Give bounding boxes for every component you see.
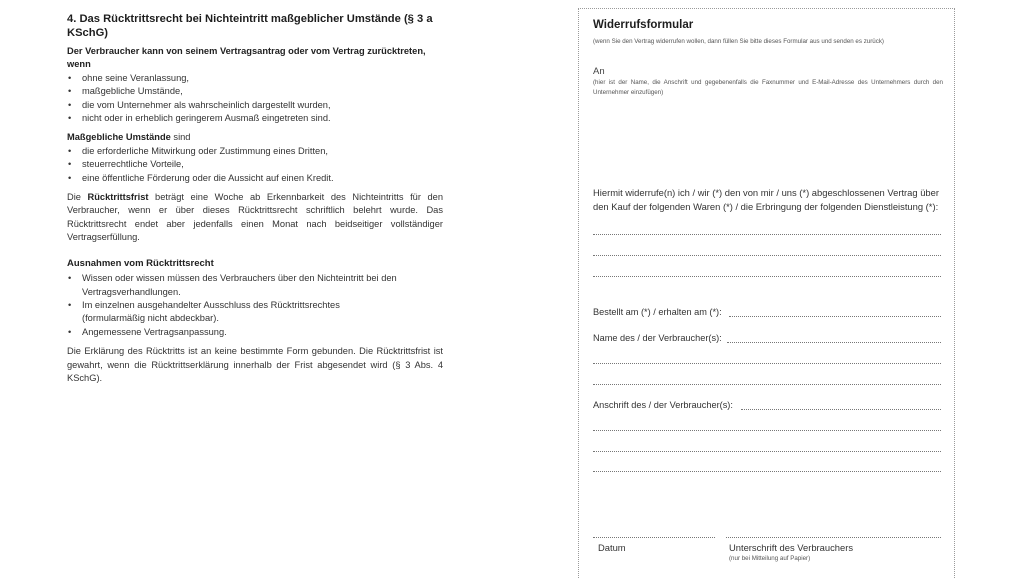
list-item: • die vom Unternehmer als wahrscheinlich dargestellt wurden, xyxy=(67,99,443,112)
list-item: • die erforderliche Mitwirkung oder Zustimmung eines Dritten, xyxy=(67,145,443,158)
list-item: • nicht oder in erheblich geringerem Ausmaß eingetreten sind. xyxy=(67,112,443,125)
address-line-2[interactable] xyxy=(593,430,941,431)
name-line-1[interactable] xyxy=(727,342,941,343)
circumstances-rest: sind xyxy=(170,132,191,143)
closing-paragraph: Die Erklärung des Rücktritts ist an keine bestimmte Form gebunden. Die Rücktrittsfrist ist gewahrt, wenn die Rücktrittserklärung innerhalb der Frist abgesendet wird (§ 3 Abs. 4 KSchG). xyxy=(67,346,443,383)
recipient-label: An xyxy=(593,66,605,77)
conditions-list xyxy=(67,72,443,126)
list-item: • Wissen oder wissen müssen des Verbrauchers über den Nichteintritt bei den Vertragsverhandlungen. xyxy=(67,272,443,299)
goods-line-2[interactable] xyxy=(593,255,941,256)
name-line-2[interactable] xyxy=(593,363,941,364)
ordered-date-line[interactable] xyxy=(729,316,941,317)
address-label: Anschrift des / der Verbraucher(s): xyxy=(593,400,733,410)
list-item: • Angemessene Vertragsanpassung. xyxy=(67,326,443,339)
list-item: • steuerrechtliche Vorteile, xyxy=(67,158,443,171)
address-line-4[interactable] xyxy=(593,471,941,472)
section-heading: 4. Das Rücktrittsrecht bei Nichteintritt maßgeblicher Umstände (§ 3 a KSchG) xyxy=(67,13,433,39)
circumstances-intro xyxy=(67,131,443,144)
goods-line-3[interactable] xyxy=(593,276,941,277)
circumstances-bold: Maßgebliche Umstände xyxy=(67,132,171,143)
list-item: • eine öffentliche Förderung oder die Aussicht auf einen Kredit. xyxy=(67,172,443,185)
goods-line-1[interactable] xyxy=(593,234,941,235)
address-line-1[interactable] xyxy=(741,409,941,410)
exceptions-heading: Ausnahmen vom Rücktrittsrecht xyxy=(67,257,214,269)
withdrawal-form xyxy=(578,8,955,578)
form-title: Widerrufsformular xyxy=(593,19,694,31)
deadline-paragraph xyxy=(67,191,443,245)
name-line-3[interactable] xyxy=(593,384,941,385)
list-item: • Im einzelnen ausgehandelter Ausschluss des Rücktrittsrechtes (formularmäßig nicht abdeckbar). xyxy=(67,299,443,326)
recipient-note: (hier ist der Name, die Anschrift und gegebenenfalls die Faxnummer und E-Mail-Adresse des Unternehmers durch den Unternehmer einzufügen) xyxy=(593,79,943,96)
list-item: • ohne seine Veranlassung, xyxy=(67,72,443,85)
deadline-post: beträgt eine Woche ab Erkennbarkeit des Nichteintritts für den Verbraucher, wenn er über dieses Rücktrittsrecht schriftlich belehrt wurde. Das Rücktrittsrecht endet aber jedenfalls einen Monat nach beidseitiger vollständiger Vertragserfüllung. xyxy=(67,192,443,243)
date-line[interactable] xyxy=(593,537,715,538)
rights-text-column xyxy=(67,12,443,391)
circumstances-list xyxy=(67,145,443,185)
signature-label: Unterschrift des Verbrauchers xyxy=(729,542,854,553)
declaration-text: Hiermit widerrufe(n) ich / wir (*) den von mir / uns (*) abgeschlossenen Vertrag über den Kauf der folgenden Waren (*) / die Erbringung der folgenden Dienstleistung (*): xyxy=(593,187,939,212)
list-item: • maßgebliche Umstände, xyxy=(67,85,443,98)
deadline-bold: Rücktrittsfrist xyxy=(87,192,149,203)
signature-note: (nur bei Mitteilung auf Papier) xyxy=(729,555,811,562)
date-label: Datum xyxy=(598,542,626,553)
address-line-3[interactable] xyxy=(593,451,941,452)
name-label: Name des / der Verbraucher(s): xyxy=(593,333,722,343)
signature-line[interactable] xyxy=(726,537,941,538)
exceptions-list xyxy=(67,272,443,339)
deadline-pre: Die xyxy=(67,192,88,203)
ordered-label: Bestellt am (*) / erhalten am (*): xyxy=(593,307,722,317)
form-subtitle: (wenn Sie den Vertrag widerrufen wollen, dann füllen Sie bitte dieses Formular aus und senden es zurück) xyxy=(593,38,884,45)
lead-text: Der Verbraucher kann von seinem Vertragsantrag oder vom Vertrag zurücktreten, wenn xyxy=(67,46,426,70)
